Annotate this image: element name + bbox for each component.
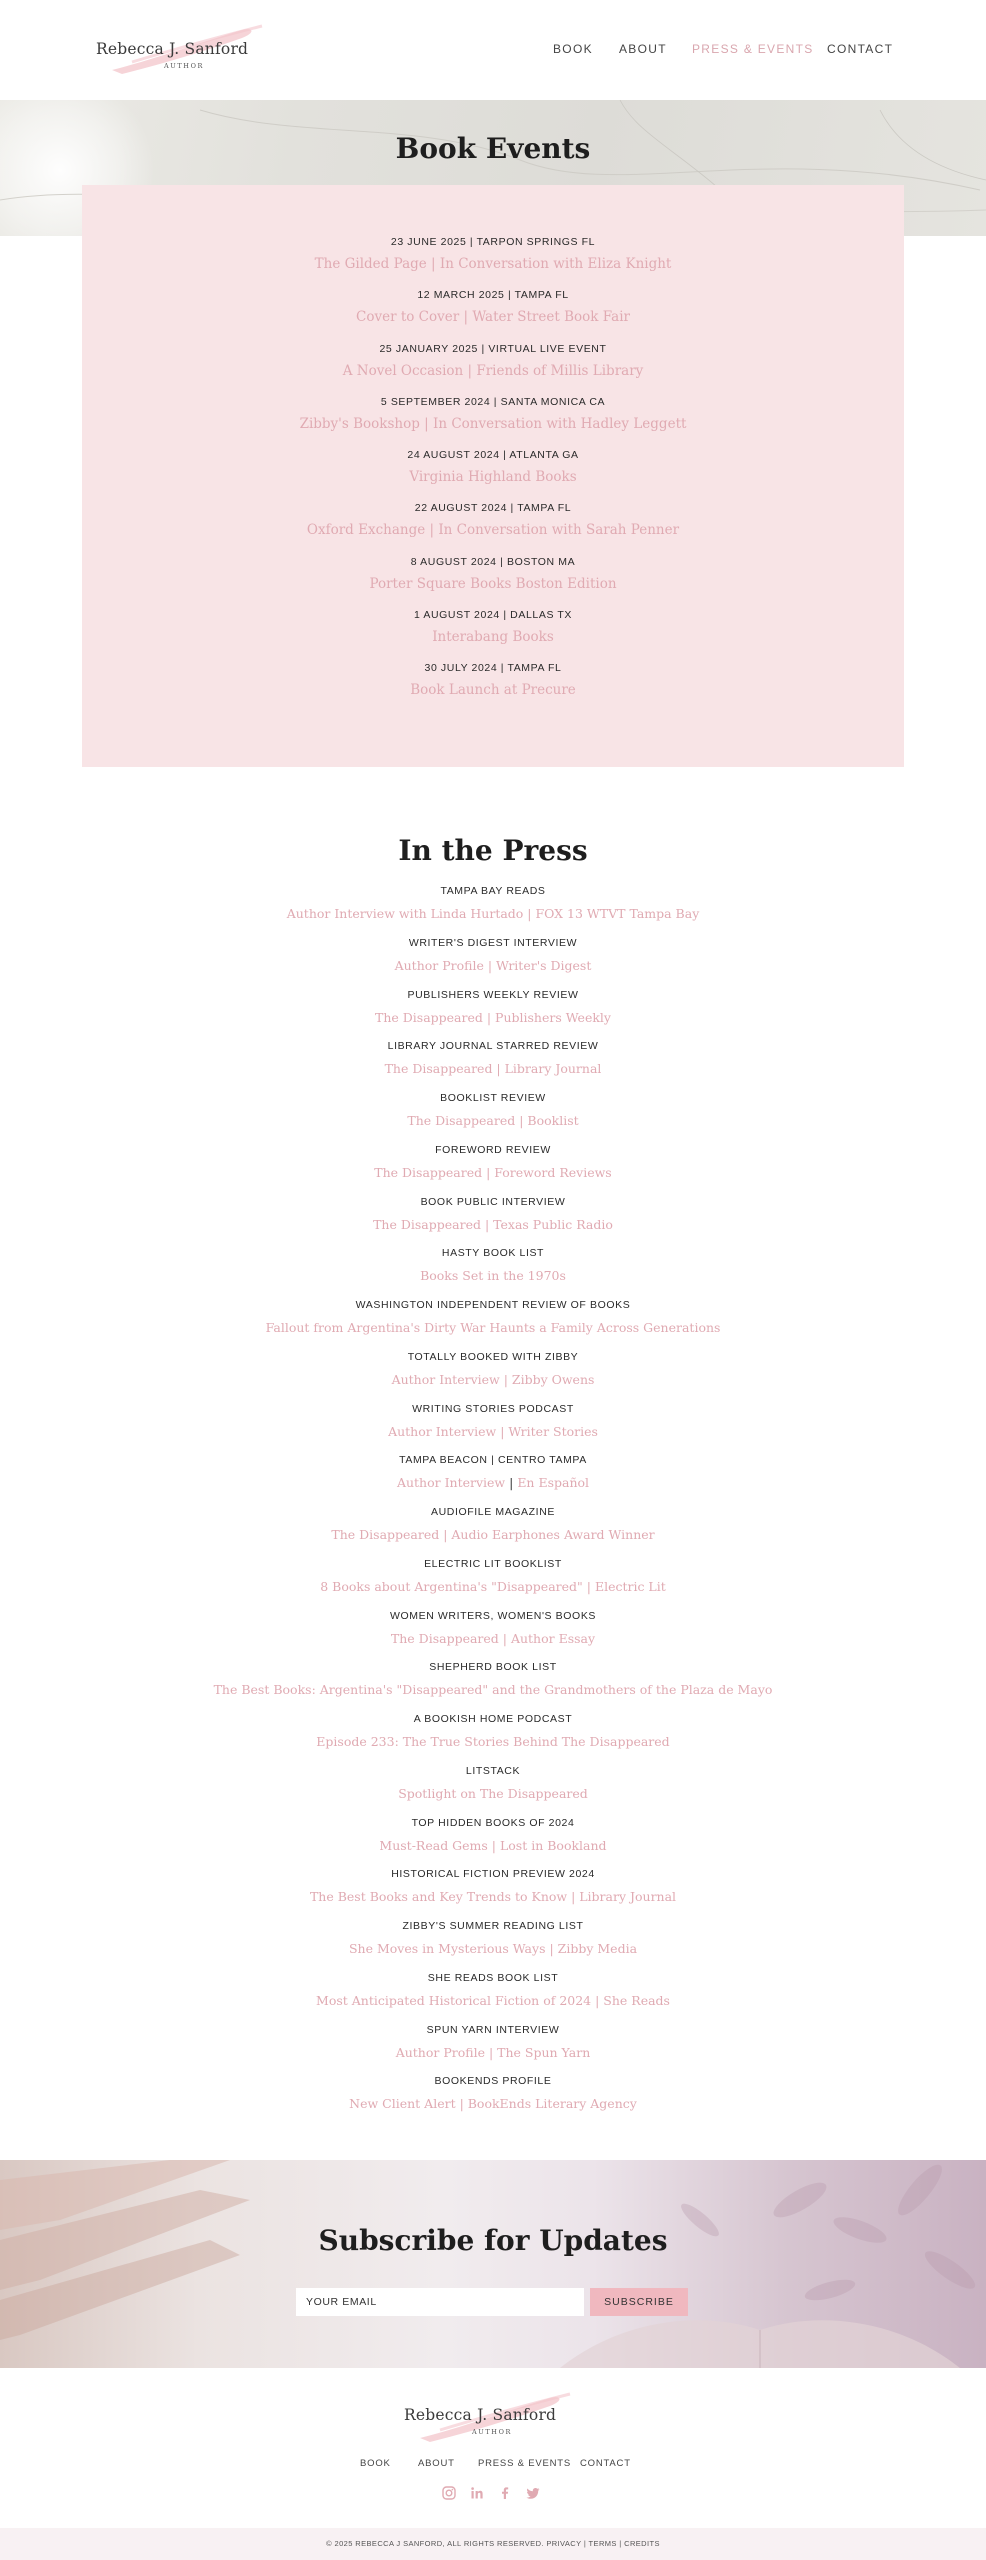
press-link[interactable]: The Best Books: Argentina's "Disappeared" and the Grandmothers of the Plaza de Mayo xyxy=(213,1682,773,1698)
event-date: 5 SEPTEMBER 2024 | SANTA MONICA CA xyxy=(380,395,606,408)
press-source: SHEPHERD BOOK LIST xyxy=(429,1661,557,1674)
press-item xyxy=(0,1505,986,1557)
event-date: 12 MARCH 2025 | TAMPA FL xyxy=(417,289,569,302)
press-item xyxy=(0,1712,986,1764)
press-link[interactable]: Spotlight on The Disappeared xyxy=(398,1785,588,1801)
nav-contact[interactable]: CONTACT xyxy=(827,42,894,56)
event-item xyxy=(82,661,904,714)
press-source: WRITER'S DIGEST INTERVIEW xyxy=(408,936,578,949)
press-link[interactable]: The Disappeared | Foreword Reviews xyxy=(374,1164,612,1180)
press-item xyxy=(0,1402,986,1454)
site-footer xyxy=(0,2368,986,2528)
press-source: BOOKLIST REVIEW xyxy=(440,1092,546,1104)
press-item xyxy=(0,1971,986,2023)
event-item xyxy=(82,395,904,448)
event-item xyxy=(82,555,904,608)
press-source: BOOK PUBLIC INTERVIEW xyxy=(420,1195,566,1208)
subscribe-button[interactable]: SUBSCRIBE xyxy=(590,2288,688,2316)
events-heading: Book Events xyxy=(395,132,591,165)
footer-nav xyxy=(0,2458,986,2472)
footer-nav-book[interactable]: BOOK xyxy=(360,2458,391,2469)
instagram-icon[interactable] xyxy=(440,2484,458,2502)
subscribe-heading: Subscribe for Updates xyxy=(318,2224,668,2257)
subscribe-section xyxy=(0,2160,986,2368)
event-item xyxy=(82,608,904,661)
press-item xyxy=(0,1919,986,1971)
facebook-icon[interactable] xyxy=(496,2484,514,2502)
press-link[interactable]: Author Interview with Linda Hurtado | FOX 13 WTVT Tampa Bay xyxy=(286,906,700,921)
event-date: 1 AUGUST 2024 | DALLAS TX xyxy=(414,609,572,622)
event-date: 22 AUGUST 2024 | TAMPA FL xyxy=(414,502,572,515)
main-nav xyxy=(0,42,986,58)
press-source: SHE READS BOOK LIST xyxy=(427,1971,559,1984)
press-source: SPUN YARN INTERVIEW xyxy=(426,2023,560,2036)
press-item xyxy=(0,936,986,988)
event-link[interactable]: Porter Square Books Boston Edition xyxy=(369,575,617,592)
press-item xyxy=(0,1195,986,1247)
event-item xyxy=(82,288,904,341)
event-link[interactable]: Cover to Cover | Water Street Book Fair xyxy=(356,309,630,326)
event-link[interactable]: Virginia Highland Books xyxy=(409,469,577,486)
press-link-spanish[interactable]: En Español xyxy=(517,1475,590,1491)
press-link[interactable]: She Moves in Mysterious Ways | Zibby Media xyxy=(348,1941,638,1956)
press-item xyxy=(0,1660,986,1712)
press-link[interactable]: Author Interview | Writer Stories xyxy=(388,1423,598,1439)
press-link-separator: | xyxy=(509,1475,514,1491)
events-panel xyxy=(82,185,904,767)
press-link[interactable]: Most Anticipated Historical Fiction of 2024 | She Reads xyxy=(316,1992,670,2008)
press-link[interactable]: The Disappeared | Library Journal xyxy=(384,1061,602,1077)
event-date: 24 AUGUST 2024 | ATLANTA GA xyxy=(407,449,579,462)
event-link[interactable]: Book Launch at Precure xyxy=(410,682,576,699)
press-link[interactable]: Books Set in the 1970s xyxy=(420,1268,566,1284)
press-source: WRITING STORIES PODCAST xyxy=(412,1402,574,1415)
event-date: 23 JUNE 2025 | TARPON SPRINGS FL xyxy=(390,236,596,248)
press-heading: In the Press xyxy=(398,834,588,867)
event-item xyxy=(82,342,904,395)
press-link[interactable]: Author Profile | The Spun Yarn xyxy=(395,2044,591,2060)
twitter-icon[interactable] xyxy=(524,2484,542,2502)
press-item xyxy=(0,988,986,1040)
event-link[interactable]: The Gilded Page | In Conversation with Eliza Knight xyxy=(314,256,672,272)
subscribe-background-graphic xyxy=(0,2160,986,2368)
press-list xyxy=(0,884,986,2126)
press-link[interactable]: The Disappeared | Audio Earphones Award Winner xyxy=(331,1527,655,1542)
press-link[interactable]: The Disappeared | Author Essay xyxy=(390,1630,596,1646)
press-link[interactable]: Author Profile | Writer's Digest xyxy=(394,957,592,973)
press-link[interactable]: 8 Books about Argentina's "Disappeared" | Electric Lit xyxy=(320,1578,666,1594)
event-link[interactable]: A Novel Occasion | Friends of Millis Library xyxy=(342,362,644,379)
linkedin-icon[interactable] xyxy=(468,2484,486,2502)
press-item xyxy=(0,1246,986,1298)
event-item xyxy=(82,448,904,501)
brand-subtitle: AUTHOR xyxy=(164,62,204,70)
events-list xyxy=(82,235,904,715)
press-link[interactable]: The Disappeared | Publishers Weekly xyxy=(375,1009,611,1025)
press-item xyxy=(0,1557,986,1609)
press-source: WOMEN WRITERS, WOMEN'S BOOKS xyxy=(389,1609,597,1622)
press-source: BOOKENDS PROFILE xyxy=(434,2075,552,2088)
press-source: ELECTRIC LIT BOOKLIST xyxy=(424,1557,562,1570)
press-item xyxy=(0,1143,986,1195)
press-item xyxy=(0,1039,986,1091)
press-source: A BOOKISH HOME PODCAST xyxy=(413,1713,573,1725)
press-link[interactable]: Episode 233: The True Stories Behind The Disappeared xyxy=(316,1734,670,1749)
brand-name: Rebecca J. Sanford xyxy=(96,40,249,58)
press-source: TAMPA BAY READS xyxy=(440,885,546,897)
footer-brand-name: Rebecca J. Sanford xyxy=(404,2406,557,2424)
press-link[interactable]: The Disappeared | Booklist xyxy=(407,1113,579,1128)
event-link[interactable]: Oxford Exchange | In Conversation with Sarah Penner xyxy=(306,522,680,539)
event-date: 8 AUGUST 2024 | BOSTON MA xyxy=(410,555,576,568)
email-input[interactable] xyxy=(296,2288,584,2316)
press-link[interactable]: The Disappeared | Texas Public Radio xyxy=(373,1216,613,1232)
event-date: 25 JANUARY 2025 | VIRTUAL LIVE EVENT xyxy=(379,342,607,355)
footer-nav-contact[interactable]: CONTACT xyxy=(580,2458,631,2469)
press-item xyxy=(0,2023,986,2075)
event-link[interactable]: Zibby's Bookshop | In Conversation with Hadley Leggett xyxy=(299,415,687,432)
press-link[interactable]: Author Interview | Zibby Owens xyxy=(391,1371,595,1387)
event-item xyxy=(82,235,904,288)
press-item xyxy=(0,2074,986,2126)
nav-about[interactable]: ABOUT xyxy=(619,42,667,56)
event-date: 30 JULY 2024 | TAMPA FL xyxy=(424,662,562,675)
press-link[interactable]: The Best Books and Key Trends to Know | Library Journal xyxy=(309,1889,677,1905)
site-header xyxy=(0,0,986,100)
footer-nav-about[interactable]: ABOUT xyxy=(418,2458,455,2469)
press-item xyxy=(0,1091,986,1143)
press-item xyxy=(0,1298,986,1350)
press-source: LITSTACK xyxy=(465,1764,521,1777)
press-item xyxy=(0,1350,986,1402)
press-source: FOREWORD REVIEW xyxy=(435,1143,551,1156)
press-source: HASTY BOOK LIST xyxy=(441,1247,545,1260)
press-item xyxy=(0,1764,986,1816)
press-source: AUDIOFILE MAGAZINE xyxy=(431,1506,555,1518)
press-item xyxy=(0,1816,986,1868)
footer-logo[interactable] xyxy=(400,2384,590,2444)
social-links xyxy=(440,2484,550,2504)
press-item xyxy=(0,1609,986,1661)
footer-nav-press-events[interactable]: PRESS & EVENTS xyxy=(478,2458,572,2469)
footer-brand-subtitle: AUTHOR xyxy=(472,2428,512,2436)
event-item xyxy=(82,501,904,554)
nav-book[interactable]: BOOK xyxy=(553,42,593,56)
press-link-group xyxy=(0,1474,986,1491)
press-source: PUBLISHERS WEEKLY REVIEW xyxy=(407,988,579,1001)
press-item xyxy=(0,1867,986,1919)
copyright-bar: © 2025 REBECCA J SANFORD, ALL RIGHTS RESERVED. PRIVACY | TERMS | CREDITS xyxy=(0,2528,986,2560)
press-source: HISTORICAL FICTION PREVIEW 2024 xyxy=(391,1868,595,1881)
event-link[interactable]: Interabang Books xyxy=(432,629,554,646)
press-item xyxy=(0,884,986,936)
press-source: TAMPA BEACON | CENTRO TAMPA xyxy=(399,1454,587,1467)
press-source: LIBRARY JOURNAL STARRED REVIEW xyxy=(387,1040,599,1053)
press-source: ZIBBY'S SUMMER READING LIST xyxy=(402,1920,584,1932)
press-source: TOTALLY BOOKED WITH ZIBBY xyxy=(407,1350,579,1363)
press-link[interactable]: Fallout from Argentina's Dirty War Haunts a Family Across Generations xyxy=(265,1320,721,1335)
nav-press-events[interactable]: PRESS & EVENTS xyxy=(692,42,814,56)
press-link[interactable]: New Client Alert | BookEnds Literary Agency xyxy=(349,2096,637,2112)
press-source: WASHINGTON INDEPENDENT REVIEW OF BOOKS xyxy=(355,1299,631,1311)
press-link[interactable]: Must-Read Gems | Lost in Bookland xyxy=(379,1837,607,1853)
press-item xyxy=(0,1453,986,1505)
press-link-english[interactable]: Author Interview xyxy=(396,1475,506,1491)
press-source: TOP HIDDEN BOOKS OF 2024 xyxy=(411,1816,575,1829)
